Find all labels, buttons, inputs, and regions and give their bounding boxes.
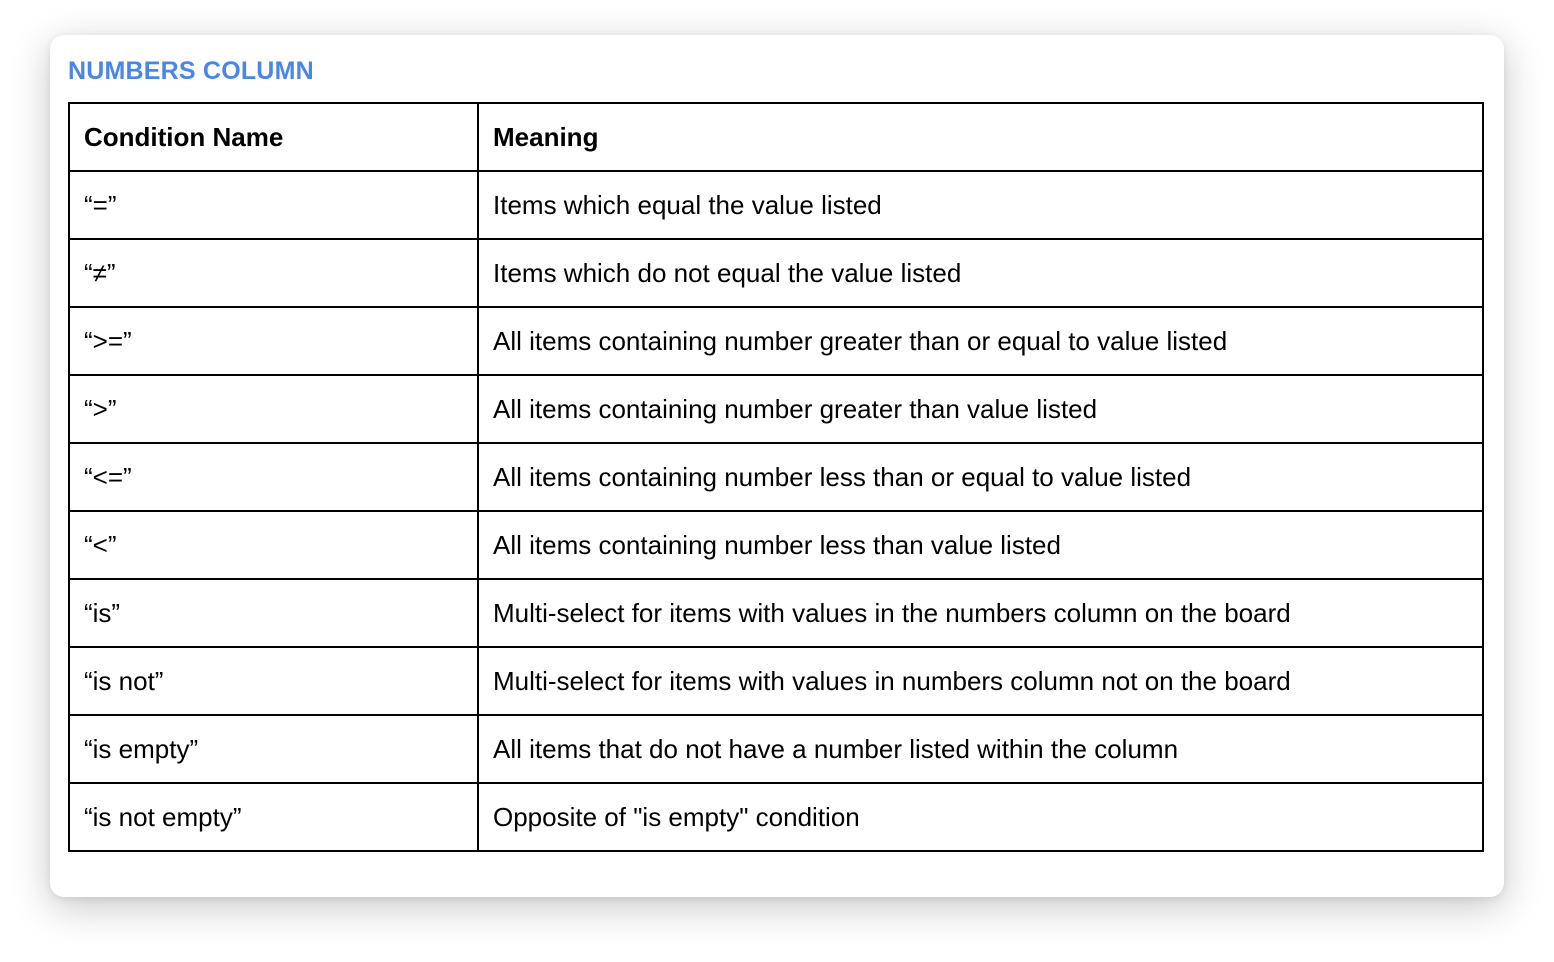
meaning-cell: Items which equal the value listed bbox=[478, 171, 1483, 239]
table-row bbox=[69, 715, 1483, 783]
meaning-cell: All items containing number less than value listed bbox=[478, 511, 1483, 579]
meaning-cell: All items that do not have a number listed within the column bbox=[478, 715, 1483, 783]
table-row bbox=[69, 171, 1483, 239]
table-row bbox=[69, 579, 1483, 647]
meaning-cell: Items which do not equal the value listed bbox=[478, 239, 1483, 307]
condition-cell: “is empty” bbox=[69, 715, 478, 783]
condition-cell: “>=” bbox=[69, 307, 478, 375]
table-row bbox=[69, 443, 1483, 511]
table-row bbox=[69, 239, 1483, 307]
table-header-row bbox=[69, 103, 1483, 171]
table-row bbox=[69, 783, 1483, 851]
condition-cell: “<=” bbox=[69, 443, 478, 511]
table-row bbox=[69, 307, 1483, 375]
condition-cell: “<” bbox=[69, 511, 478, 579]
section-title: NUMBERS COLUMN bbox=[68, 57, 314, 85]
conditions-table bbox=[68, 102, 1484, 852]
condition-cell: “>” bbox=[69, 375, 478, 443]
document-card bbox=[50, 35, 1504, 897]
condition-cell: “≠” bbox=[69, 239, 478, 307]
table-row bbox=[69, 375, 1483, 443]
meaning-cell: Multi-select for items with values in the numbers column on the board bbox=[478, 579, 1483, 647]
meaning-cell: All items containing number greater than or equal to value listed bbox=[478, 307, 1483, 375]
meaning-cell: All items containing number less than or equal to value listed bbox=[478, 443, 1483, 511]
meaning-cell: Opposite of "is empty" condition bbox=[478, 783, 1483, 851]
table-row bbox=[69, 647, 1483, 715]
condition-cell: “=” bbox=[69, 171, 478, 239]
meaning-cell: Multi-select for items with values in numbers column not on the board bbox=[478, 647, 1483, 715]
table-row bbox=[69, 511, 1483, 579]
condition-cell: “is” bbox=[69, 579, 478, 647]
header-meaning: Meaning bbox=[478, 103, 1483, 171]
condition-cell: “is not” bbox=[69, 647, 478, 715]
header-condition-name: Condition Name bbox=[69, 103, 478, 171]
condition-cell: “is not empty” bbox=[69, 783, 478, 851]
meaning-cell: All items containing number greater than value listed bbox=[478, 375, 1483, 443]
